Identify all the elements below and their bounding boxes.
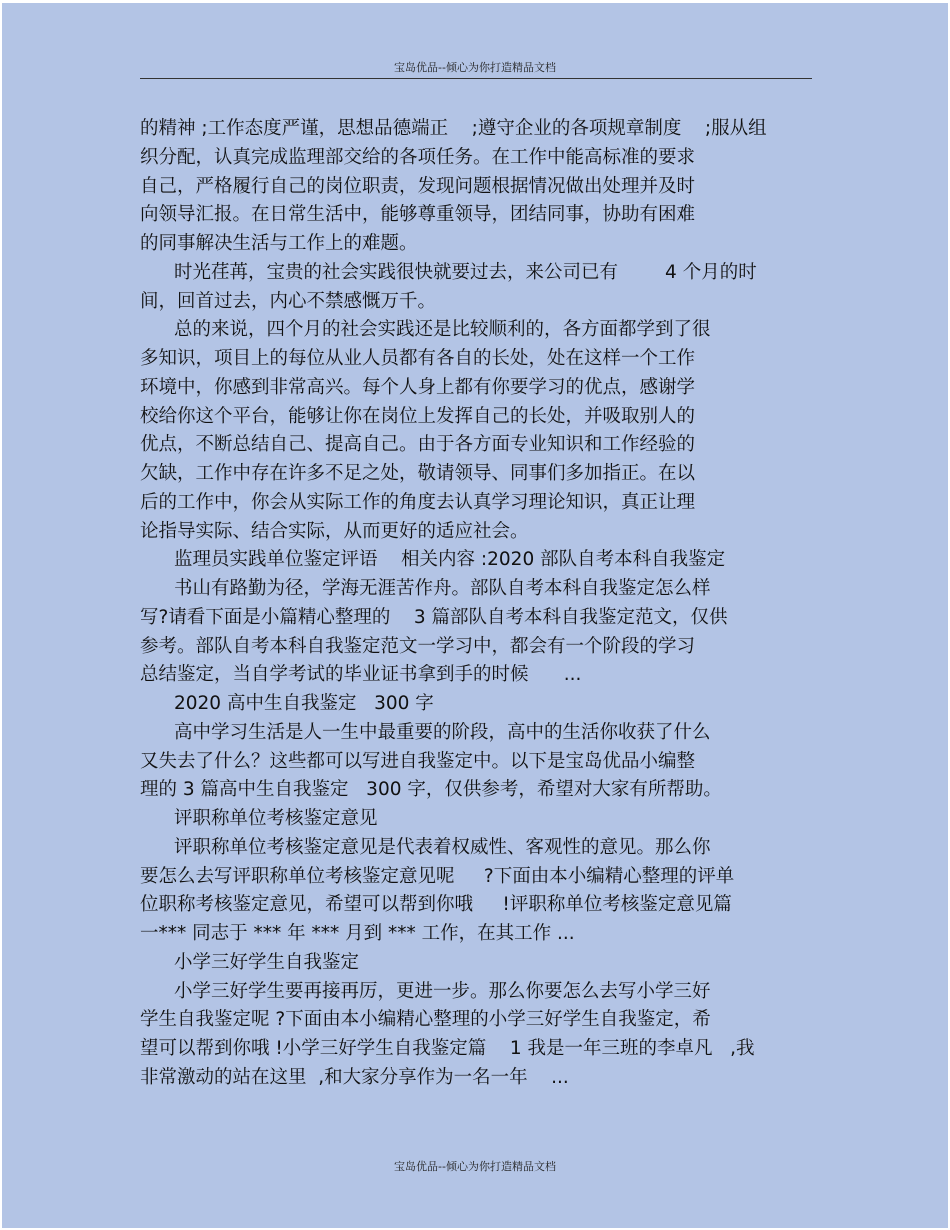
text-line: 自己，严格履行自己的岗位职责，发现问题根据情况做出处理并及时	[140, 175, 696, 197]
text-line: 监理员实践单位鉴定评语 相关内容 :2020 部队自考本科自我鉴定	[174, 549, 726, 571]
text-line: 又失去了什么？这些都可以写进自我鉴定中。以下是宝岛优品小编整	[140, 750, 696, 772]
text-line: 理的 3 篇高中生自我鉴定 300 字，仅供参考，希望对大家有所帮助。	[140, 779, 722, 801]
text-line: 小学三好学生自我鉴定	[174, 951, 360, 973]
text-line: 优点，不断总结自己、提高自己。由于各方面专业知识和工作经验的	[140, 434, 696, 456]
text-line: 望可以帮到你哦 !小学三好学生自我鉴定篇 1 我是一年三班的李卓凡 ,我	[140, 1038, 755, 1059]
text-line: 环境中，你感到非常高兴。每个人身上都有你要学习的优点，感谢学	[140, 376, 696, 398]
text-line: 一*** 同志于 *** 年 *** 月到 *** 工作，在其工作 ...	[140, 923, 575, 944]
text-line: 时光荏苒，宝贵的社会实践很快就要过去，来公司已有 4 个月的时	[174, 261, 757, 283]
text-line: 欠缺，工作中存在许多不足之处，敬请领导、同事们多加指正。在以	[140, 463, 696, 484]
text-line: 学生自我鉴定呢 ?下面由本小编精心整理的小学三好学生自我鉴定，希	[140, 1009, 711, 1031]
text-line: 向领导汇报。在日常生活中，能够尊重领导，团结同事，协助有困难	[140, 204, 696, 226]
text-line: 位职称考核鉴定意见，希望可以帮到你哦 !评职称单位考核鉴定意见篇	[140, 894, 732, 916]
text-line: 论指导实际、结合实际，从而更好的适应社会。	[140, 520, 529, 542]
document-body	[140, 115, 820, 1093]
document-page	[2, 3, 948, 1228]
page-footer: 宝岛优品--倾心为你打造精品文档	[394, 1160, 556, 1173]
text-line: 评职称单位考核鉴定意见	[174, 808, 378, 829]
text-line: 参考。部队自考本科自我鉴定范文一学习中，都会有一个阶段的学习	[140, 635, 696, 657]
text-line: 的同事解决生活与工作上的难题。	[140, 233, 418, 254]
text-line: 校给你这个平台，能够让你在岗位上发挥自己的长处，并吸取别人的	[140, 405, 696, 427]
page-header: 宝岛优品--倾心为你打造精品文档	[394, 61, 556, 74]
text-line: 非常激动的站在这里 ,和大家分享作为一名一年 ...	[140, 1066, 569, 1088]
text-line: 写?请看下面是小篇精心整理的 3 篇部队自考本科自我鉴定范文，仅供	[140, 606, 728, 628]
text-line: 的精神 ;工作态度严谨，思想品德端正 ;遵守企业的各项规章制度 ;服从组	[140, 118, 767, 139]
text-line: 总结鉴定，当自学考试的毕业证书拿到手的时候 ...	[140, 664, 582, 686]
text-line: 书山有路勤为径，学海无涯苦作舟。部队自考本科自我鉴定怎么样	[174, 578, 711, 599]
header-divider	[140, 78, 812, 79]
text-line: 2020 高中生自我鉴定 300 字	[174, 693, 434, 714]
text-line: 要怎么去写评职称单位考核鉴定意见呢 ?下面由本小编精心整理的评单	[140, 865, 735, 887]
text-line: 织分配，认真完成监理部交给的各项任务。在工作中能高标准的要求	[140, 146, 696, 168]
text-line: 总的来说，四个月的社会实践还是比较顺利的，各方面都学到了很	[174, 319, 711, 341]
text-line: 多知识，项目上的每位从业人员都有各自的长处，处在这样一个工作	[140, 348, 696, 369]
text-line: 后的工作中，你会从实际工作的角度去认真学习理论知识，真正让理	[140, 491, 696, 513]
text-line: 评职称单位考核鉴定意见是代表着权威性、客观性的意见。那么你	[174, 836, 711, 858]
text-line: 间，回首过去，内心不禁感慨万千。	[140, 290, 437, 312]
text-line: 小学三好学生要再接再厉，更进一步。那么你要怎么去写小学三好	[174, 980, 711, 1002]
text-line: 高中学习生活是人一生中最重要的阶段，高中的生活你收获了什么	[174, 721, 711, 743]
